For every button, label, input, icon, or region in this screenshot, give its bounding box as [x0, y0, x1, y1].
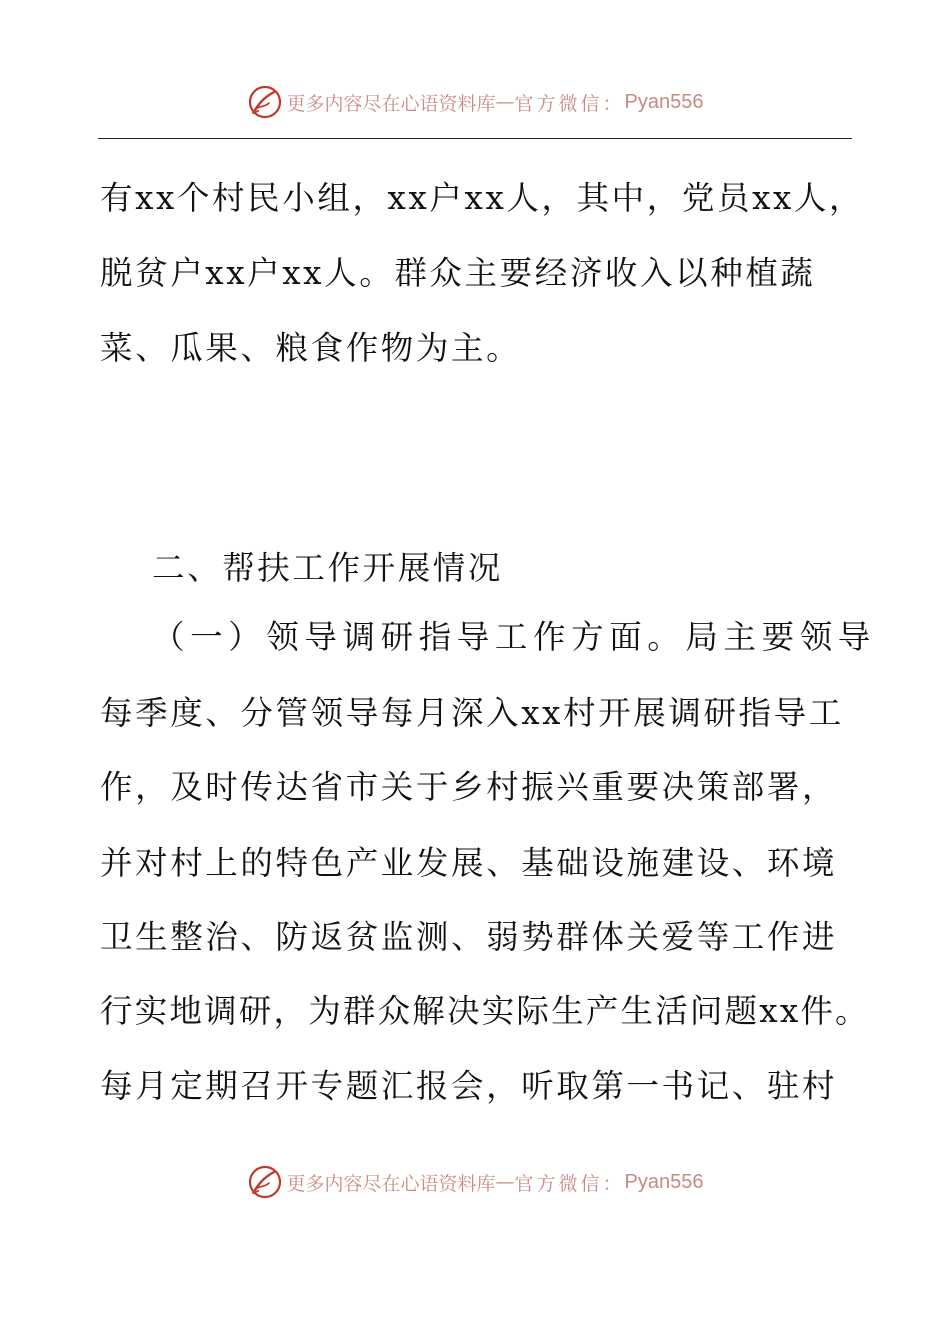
paragraph-line: （一）领导调研指导工作方面。局主要领导 — [152, 618, 876, 656]
watermark-main-text: 更多内容尽在心语资料库 — [286, 92, 496, 115]
watermark-official-label: 官方微信： — [514, 92, 625, 115]
watermark-official-label: 官方微信： — [514, 1172, 625, 1195]
paragraph-line: 行实地调研，为群众解决实际生产生活问题xx件。 — [100, 992, 870, 1030]
section-heading: 二、帮扶工作开展情况 — [152, 549, 504, 587]
header-divider — [98, 138, 852, 139]
watermark-wechat-id: Pyan556 — [624, 1170, 704, 1193]
paragraph-line: 有xx个村民小组，xx户xx人，其中，党员xx人， — [100, 179, 865, 217]
watermark-wechat-id: Pyan556 — [624, 90, 704, 113]
watermark-main-text: 更多内容尽在心语资料库 — [286, 1172, 496, 1195]
watermark-separator: — — [495, 91, 515, 113]
paragraph-line: 卫生整治、防返贫监测、弱势群体关爱等工作进 — [100, 918, 838, 956]
paragraph-line: 菜、瓜果、粮食作物为主。 — [100, 329, 522, 367]
watermark-separator: — — [495, 1171, 515, 1193]
paragraph-line: 每季度、分管领导每月深入xx村开展调研指导工 — [100, 694, 844, 732]
paragraph-line: 作，及时传达省市关于乡村振兴重要决策部署， — [100, 768, 838, 806]
pen-logo-icon — [247, 84, 283, 120]
paragraph-line: 并对村上的特色产业发展、基础设施建设、环境 — [100, 844, 838, 882]
paragraph-line: 每月定期召开专题汇报会，听取第一书记、驻村 — [100, 1067, 838, 1105]
paragraph-line: 脱贫户xx户xx人。群众主要经济收入以种植蔬 — [100, 254, 816, 292]
footer-watermark — [0, 1160, 950, 1204]
header-watermark — [0, 80, 950, 124]
pen-logo-icon — [247, 1164, 283, 1200]
